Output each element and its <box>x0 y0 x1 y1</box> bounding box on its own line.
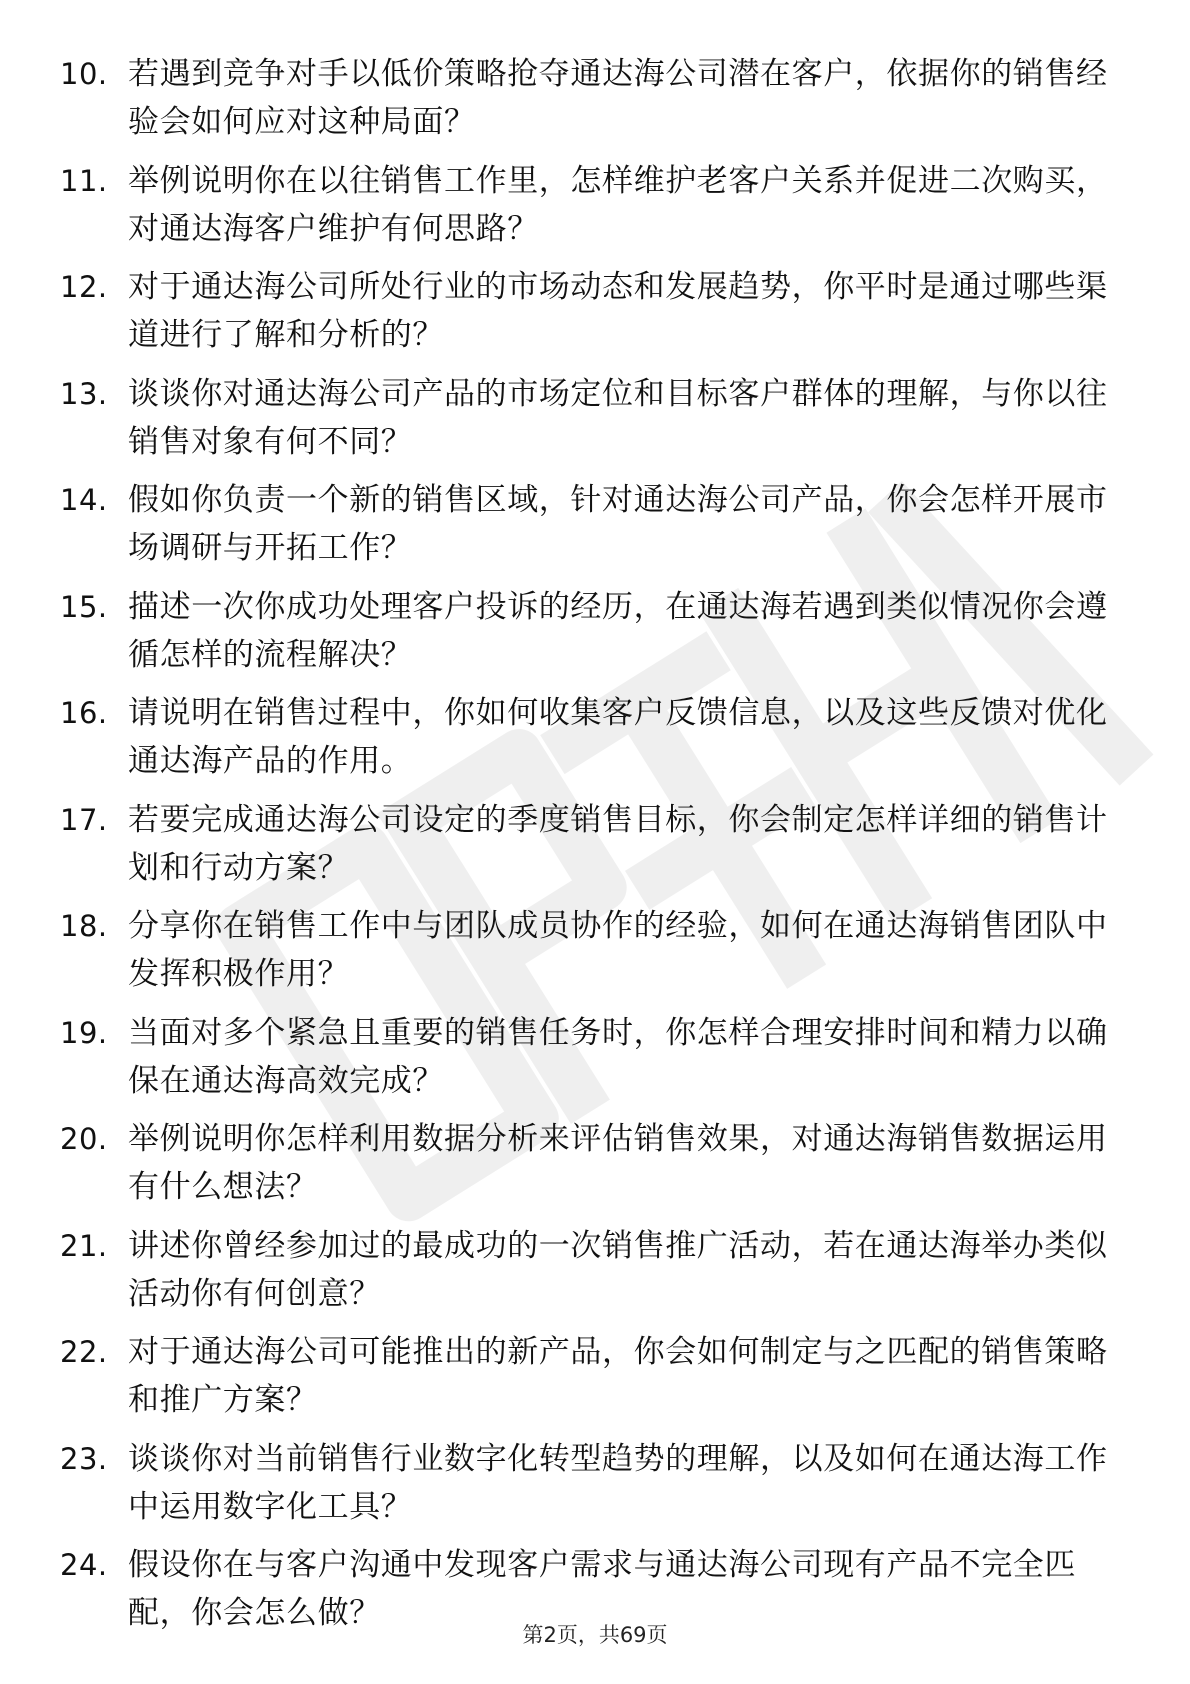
question-text: 请说明在销售过程中，你如何收集客户反馈信息，以及这些反馈对优化通达海产品的作用。 <box>128 695 1108 779</box>
question-text: 分享你在销售工作中与团队成员协作的经验，如何在通达海销售团队中发挥积极作用？ <box>128 908 1108 992</box>
question-item <box>60 476 1120 583</box>
question-text: 描述一次你成功处理客户投诉的经历，在通达海若遇到类似情况你会遵循怎样的流程解决？ <box>128 588 1108 673</box>
question-text: 讲述你曾经参加过的最成功的一次销售推广活动，若在通达海举办类似活动你有何创意？ <box>128 1227 1108 1312</box>
question-text: 对于通达海公司所处行业的市场动态和发展趋势，你平时是通过哪些渠道进行了解和分析的？ <box>128 269 1108 353</box>
question-text: 假设你在与客户沟通中发现客户需求与通达海公司现有产品不完全匹配，你会怎么做？ <box>128 1547 1076 1631</box>
question-item <box>60 1328 1120 1435</box>
question-item <box>60 1222 1120 1329</box>
question-item <box>60 157 1120 264</box>
question-number: 21. <box>60 1228 108 1263</box>
question-item <box>60 583 1120 690</box>
question-number: 24. <box>60 1548 108 1582</box>
question-text: 若要完成通达海公司设定的季度销售目标，你会制定怎样详细的销售计划和行动方案？ <box>128 801 1108 886</box>
question-number: 22. <box>60 1335 108 1369</box>
question-number: 23. <box>60 1441 108 1476</box>
question-number: 18. <box>60 909 108 943</box>
question-item <box>60 1435 1120 1542</box>
question-text: 对于通达海公司可能推出的新产品，你会如何制定与之匹配的销售策略和推广方案？ <box>128 1334 1108 1418</box>
question-item <box>60 263 1120 370</box>
question-item <box>60 1115 1120 1222</box>
question-number: 11. <box>60 163 108 198</box>
question-number: 10. <box>60 57 108 91</box>
question-item <box>60 689 1120 796</box>
question-item <box>60 796 1120 903</box>
question-item <box>60 1009 1120 1116</box>
question-number: 19. <box>60 1015 108 1050</box>
page-footer <box>0 1621 1190 1649</box>
question-item <box>60 902 1120 1009</box>
question-text: 举例说明你怎样利用数据分析来评估销售效果，对通达海销售数据运用有什么想法？ <box>128 1121 1108 1205</box>
question-text: 谈谈你对当前销售行业数字化转型趋势的理解，以及如何在通达海工作中运用数字化工具？ <box>128 1440 1108 1525</box>
question-number: 14. <box>60 483 108 517</box>
question-number: 20. <box>60 1122 108 1156</box>
question-item <box>60 50 1120 157</box>
question-list <box>60 50 1120 1648</box>
question-item <box>60 370 1120 477</box>
question-number: 15. <box>60 589 108 624</box>
question-number: 17. <box>60 802 108 837</box>
question-number: 16. <box>60 696 108 730</box>
question-text: 谈谈你对通达海公司产品的市场定位和目标客户群体的理解，与你以往销售对象有何不同？ <box>128 375 1108 460</box>
question-number: 12. <box>60 270 108 304</box>
question-text: 举例说明你在以往销售工作里，怎样维护老客户关系并促进二次购买，对通达海客户维护有何思路？ <box>128 162 1108 247</box>
page-number: 第2页，共69页 <box>522 1623 668 1647</box>
question-text: 假如你负责一个新的销售区域，针对通达海公司产品，你会怎样开展市场调研与开拓工作？ <box>128 482 1108 566</box>
question-text: 当面对多个紧急且重要的销售任务时，你怎样合理安排时间和精力以确保在通达海高效完成？ <box>128 1014 1108 1099</box>
question-number: 13. <box>60 376 108 411</box>
question-text: 若遇到竞争对手以低价策略抢夺通达海公司潜在客户，依据你的销售经验会如何应对这种局面？ <box>128 56 1108 140</box>
